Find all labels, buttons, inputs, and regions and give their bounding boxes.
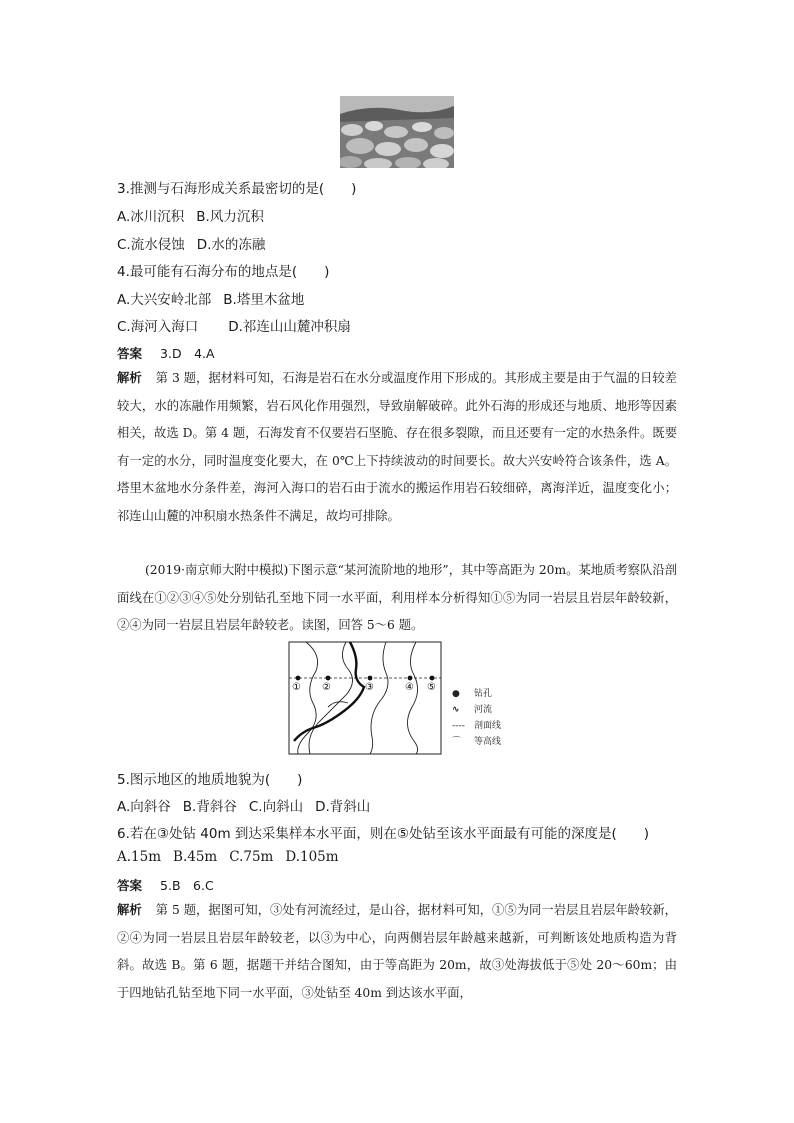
drill-hole-5 [430,676,435,681]
drill-hole-3 [368,676,373,681]
question-5-option-b: B.背斜谷 [182,799,237,815]
question-4-option-b: B.塔里木盆地 [223,292,305,308]
point-5-label: ⑤ [427,682,436,693]
question-4-option-a: A.大兴安岭北部 [117,292,212,308]
answer-value: 5.B 6.C [160,878,214,893]
dot-icon: ● [452,689,460,699]
question-3-option-c: C.流水侵蚀 [117,237,185,253]
analysis-label: 解析 [117,903,142,917]
intro-5-6: (2019·南京师大附中模拟)下图示意“某河流阶地的地形”，其中等高距为 20m。某地质考察队沿剖面线在①②③④⑤处分别钻孔至地下同一水平面，利用样本分析得知①⑤为同一岩层且岩层年龄较新，②④为同一岩层且岩层年龄较老。读图，回答 5～6 题。 [117,563,677,632]
point-2-label: ② [322,682,331,693]
question-3-option-a: A.冰川沉积 [117,209,185,225]
answer-label: 答案 [117,878,143,893]
question-6-stem: 6.若在③处钻 40m 到达采集样本水平面，则在⑤处钻至该水平面最有可能的深度是( ) [117,826,650,842]
answer-label: 答案 [117,346,143,361]
drill-hole-4 [408,676,413,681]
stone-sea-photo [340,96,454,168]
question-6-option-d: D.105m [285,849,339,865]
point-1-label: ① [292,682,301,693]
question-6-option-c: C.75m [229,849,274,865]
question-5-options [117,795,382,815]
curve-line-icon: ⌒ [452,737,462,747]
map-frame [289,642,441,754]
question-4-stem: 4.最可能有石海分布的地点是( ) [117,264,330,280]
answer-5-6 [117,876,214,894]
drill-hole-2 [326,676,331,681]
legend-river [452,702,501,718]
analysis-5-6 [117,897,677,1007]
river-icon: ∿ [452,705,460,715]
legend-label: 钻孔 [474,689,493,699]
contour-line [407,642,417,754]
analysis-label: 解析 [117,371,142,385]
legend-contour [452,734,501,750]
answer-value: 3.D 4.A [160,346,215,361]
point-3-label: ③ [365,682,374,693]
question-3-option-b: B.风力沉积 [196,209,264,225]
contour-line [309,642,353,754]
answer-3-4 [117,344,215,362]
contour-line [370,642,388,754]
question-4-options-row-2 [117,315,363,335]
question-4-option-d: D.祁连山山麓冲积扇 [228,319,351,335]
analysis-text: 第 5 题，据图可知，③处有河流经过，是山谷，据材料可知，①⑤为同一岩层且岩层年龄较新，②④为同一岩层且岩层年龄较老，以③为中心，向两侧岩层年龄越来越新，可判断该处地质构造为背斜。故选 B。第 6 题，据题干并结合图知，由于等高距为 20m，故③处海拔低于⑤处 20～60m；由于四地钻孔钻至地下同一水平面，③处钻至 40m 到达该水平面， [117,903,677,1000]
question-6-options [117,849,351,865]
question-3-stem: 3.推测与石海形成关系最密切的是( ) [117,181,357,197]
question-5-option-c: C.向斜山 [248,799,304,815]
contour-line [298,642,318,754]
legend-label: 河流 [474,705,493,715]
question-4-option-c: C.海河入海口 [117,319,199,335]
question-3-option-d: D.水的冻融 [196,237,266,253]
drill-hole-1 [296,676,301,681]
question-5-option-a: A.向斜谷 [117,799,171,815]
legend-label: 等高线 [474,737,502,747]
question-5-stem: 5.图示地区的地质地貌为( ) [117,772,303,788]
question-6-option-a: A.15m [117,849,162,865]
analysis-3-4 [117,365,677,530]
question-3-options-row-1 [117,205,276,225]
legend-label: 剖面线 [474,721,502,731]
question-5-option-d: D.背斜山 [315,799,371,815]
legend-profile-line [452,718,501,734]
analysis-text: 第 3 题，据材料可知，石海是岩石在水分或温度作用下形成的。其形成主要是由于气温的日较差较大，水的冻融作用频繁，岩石风化作用强烈，导致崩解破碎。此外石海的形成还与地质、地形等因素相关，故选 D。第 4 题，石海发育不仅要岩石坚脆、存在很多裂隙，而且还要有一定的水热条件。既要有一定的水分，同时温度变化要大，在 0℃上下持续波动的时间要长。故大兴安岭符合该条件，选 A。塔里木盆地水分条件差，海河入海口的岩石由于流水的搬运作用岩石较细碎，离海洋近，温度变化小；祁连山山麓的冲积扇水热条件不满足，故均可排除。 [117,371,677,523]
question-6-option-b: B.45m [173,849,218,865]
question-3-options-row-2 [117,233,277,253]
point-4-label: ④ [405,682,414,693]
dashed-line-icon: ---- [452,721,465,731]
question-4-options-row-1 [117,288,316,308]
map-legend [452,686,501,750]
legend-drill-hole [452,686,501,702]
